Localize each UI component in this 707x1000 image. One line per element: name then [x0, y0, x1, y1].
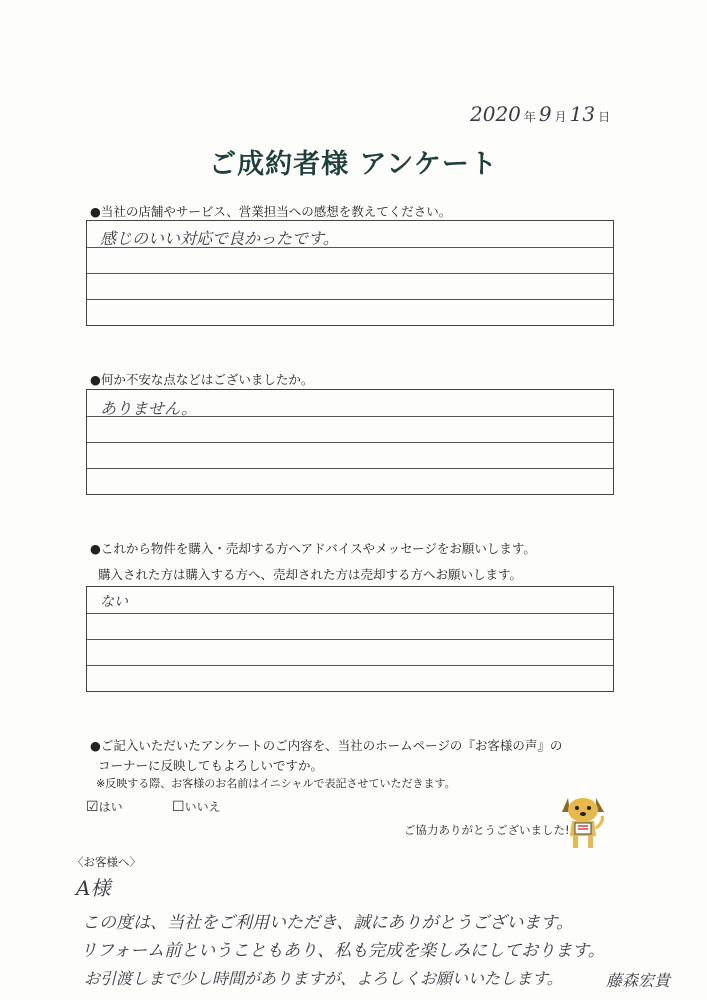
ruled-line	[87, 299, 613, 300]
question-concerns-label: ●何か不安な点などはございましたか。	[90, 372, 314, 387]
answer-box-advice	[86, 586, 614, 692]
ruled-line	[87, 468, 613, 469]
ruled-line	[87, 273, 613, 274]
customer-heading: 〈お客様へ〉	[72, 855, 141, 869]
date-day: 13	[569, 102, 596, 126]
answer-advice: ない	[100, 594, 128, 610]
customer-message-line-1: この度は、当社をご利用いただき、誠にありがとうございます。	[82, 913, 573, 933]
question-advice-label: ●これから物件を購入・売却する方へアドバイスやメッセージをお願いします。	[90, 541, 536, 556]
checkbox-empty-icon: ☐	[172, 799, 185, 815]
page-title: ご成約者様 アンケート	[209, 149, 498, 180]
customer-message-line-3: お引渡しまで少し時間がありますが、よろしくお願いいたします。	[84, 969, 563, 988]
consent-no-option[interactable]	[172, 798, 221, 815]
question-impression-label: ●当社の店舗やサービス、営業担当への感想を教えてください。	[90, 204, 452, 219]
consent-yes-label: はい	[98, 800, 123, 814]
consent-question-line1: ●ご記入いただいたアンケートのご内容を、当社のホームページの『お客様の声』の	[90, 738, 563, 753]
date-month-unit: 月	[554, 110, 567, 124]
answer-impression: 感じのいい対応で良かったです。	[100, 229, 339, 248]
answer-concerns: ありません。	[100, 399, 197, 418]
customer-message-line-2: リフォーム前ということもあり、私も完成を楽しみにしております。	[80, 941, 605, 961]
date-day-unit: 日	[598, 110, 611, 124]
consent-no-label: いいえ	[184, 800, 221, 814]
customer-salutation: A様	[76, 876, 111, 900]
consent-note: ※反映する際、お客様のお名前はイニシャルで表記させていただきます。	[96, 777, 456, 790]
consent-yes-option[interactable]	[86, 798, 123, 815]
date-year: 2020	[470, 102, 521, 126]
date-month: 9	[538, 102, 552, 126]
checkbox-checked-icon: ☑	[86, 799, 99, 815]
question-advice-sublabel: 購入された方は購入する方へ、売却された方は売却する方へお願いします。	[98, 567, 523, 582]
staff-signature: 藤森宏貴	[606, 971, 671, 990]
ruled-line	[87, 639, 613, 640]
ruled-line	[87, 442, 613, 443]
thanks-message: ご協力ありがとうございました!	[404, 823, 570, 837]
ruled-line	[87, 613, 613, 614]
survey-date	[470, 102, 613, 126]
consent-question-line2: コーナーに反映してもよろしいですか。	[98, 758, 324, 773]
ruled-line	[87, 665, 613, 666]
date-year-unit: 年	[523, 110, 536, 124]
